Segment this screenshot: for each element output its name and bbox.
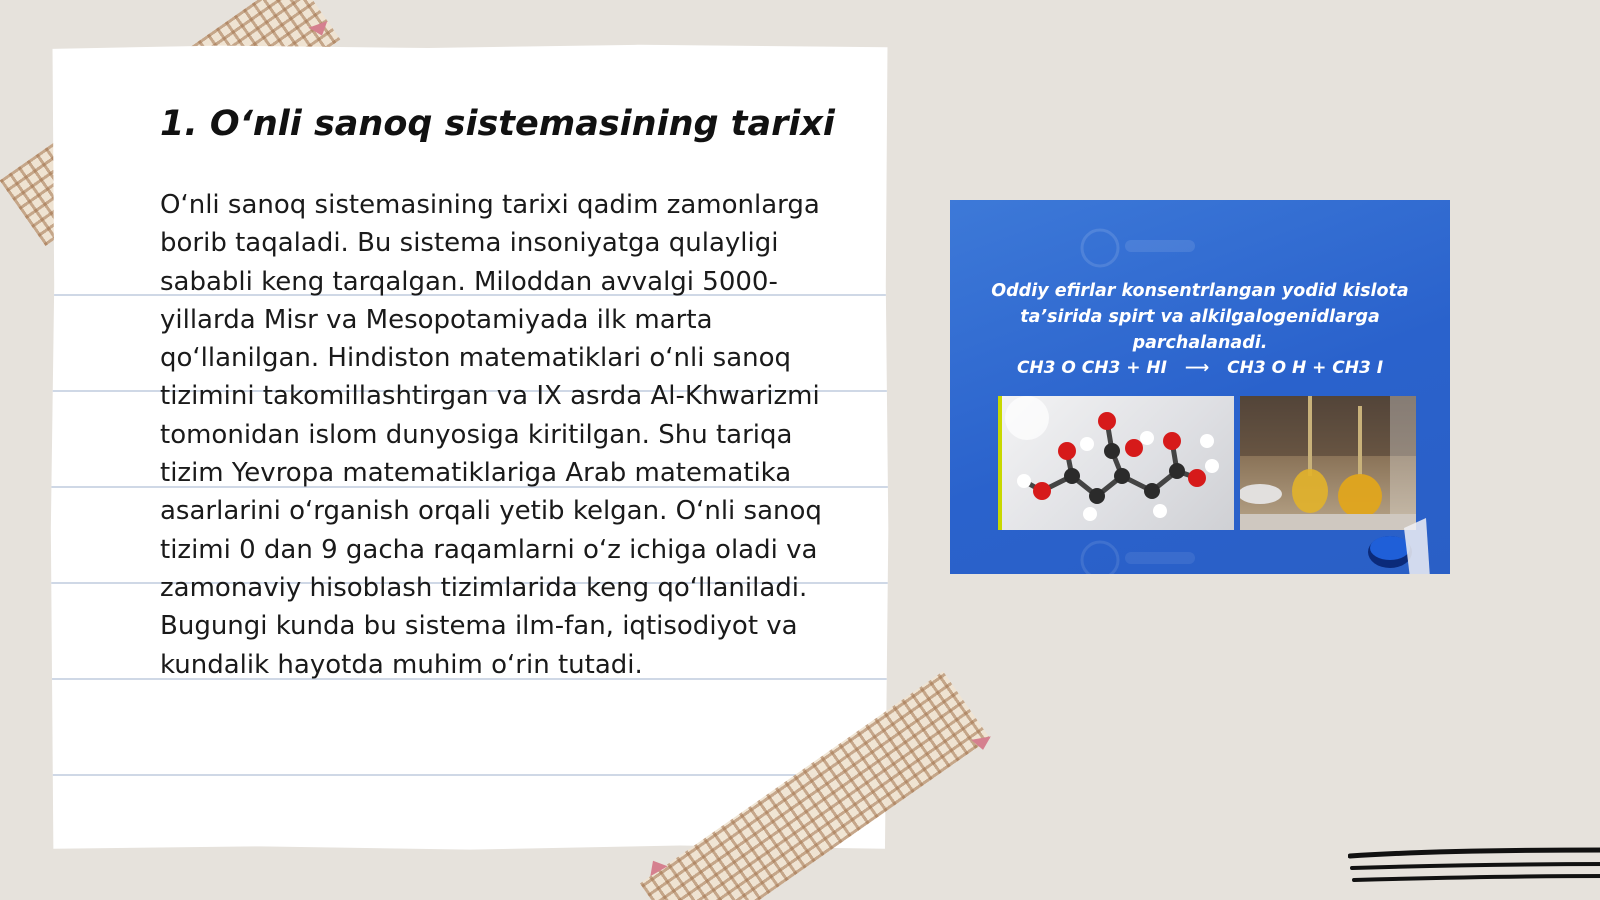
equation-reactants: CH3 O CH3 + HI [1016,358,1167,378]
lab-flasks-photo [1240,396,1416,530]
molecule-model-photo [998,396,1234,530]
molecule-icon [1002,396,1234,530]
slide-title: 1. O‘nli sanoq sistemasining tarixi [160,104,835,144]
chemistry-image [950,200,1450,574]
chemical-equation [950,358,1450,378]
flask-icon [1240,396,1416,530]
image-caption: Oddiy efirlar konsentrlangan yodid kislota ta’sirida spirt va alkilgalogenidlarga parchalanadi. [991,281,1409,353]
slide-body-text: O‘nli sanoq sistemasining tarixi qadim zamonlarga borib taqaladi. Bu sistema insoniyatga qulayligi sababli keng tarqalgan. Miloddan avvalgi 5000-yillarda Misr va Mesopotamiyada ilk marta qo‘llanilgan. Hindiston matematiklari o‘nli sanoq tizimini takomillashtirgan va IX asrda Al-Khwarizmi tomonidan islom dunyosiga kiritilgan. Shu tariqa tizim Yevropa matematiklariga Arab matematika asarlarini o‘rganish orqali yetib kelgan. O‘nli sanoq tizimi 0 dan 9 gacha raqamlarni o‘z ichiga oladi va zamonaviy hisoblash tizimlarida keng qo‘llaniladi. Bugungi kunda bu sistema ilm-fan, iqtisodiyot va kundalik hayotda muhim o‘rin tutadi. [160,190,822,680]
reaction-arrow-icon: ⟶ [1184,358,1210,378]
equation-products: CH3 O H + CH3 I [1227,358,1384,378]
blue-flask-icon [1360,518,1430,574]
paper-rule-line [50,774,890,776]
tape-pin-icon [971,736,993,751]
decorative-brush-lines [1348,846,1600,890]
